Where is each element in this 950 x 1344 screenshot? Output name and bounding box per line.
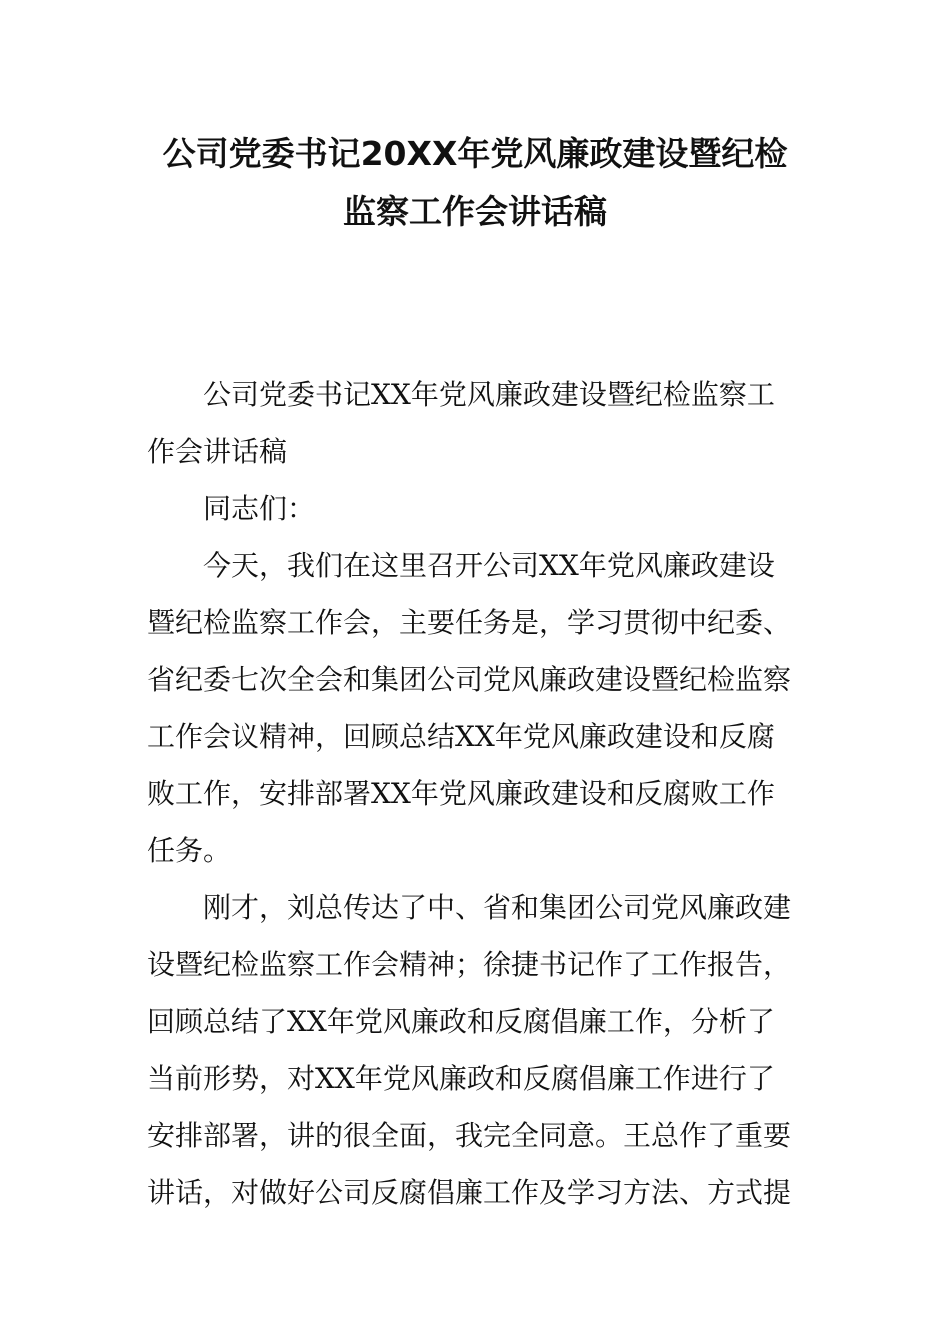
document-title-line-1: 公司党委书记20XX年党风廉政建设暨纪检	[162, 134, 788, 173]
body-line: 今天，我们在这里召开公司XX年党风廉政建设	[203, 549, 775, 582]
body-line: 作会讲话稿	[147, 435, 288, 468]
body-line: 暨纪检监察工作会，主要任务是，学习贯彻中纪委、	[147, 606, 792, 639]
body-line: 公司党委书记XX年党风廉政建设暨纪检监察工	[203, 378, 775, 411]
body-line: 讲话，对做好公司反腐倡廉工作及学习方法、方式提	[147, 1176, 792, 1209]
body-line: 工作会议精神，回顾总结XX年党风廉政建设和反腐	[147, 720, 775, 753]
salutation: 同志们：	[203, 492, 316, 525]
body-line: 刚才，刘总传达了中、省和集团公司党风廉政建	[203, 891, 792, 924]
body-line: 败工作，安排部署XX年党风廉政建设和反腐败工作	[147, 777, 775, 810]
body-line: 当前形势，对XX年党风廉政和反腐倡廉工作进行了	[147, 1062, 775, 1095]
body-line: 省纪委七次全会和集团公司党风廉政建设暨纪检监察	[147, 663, 792, 696]
body-line: 安排部署，讲的很全面，我完全同意。王总作了重要	[147, 1119, 792, 1152]
document-title-line-2: 监察工作会讲话稿	[343, 192, 607, 231]
body-line: 设暨纪检监察工作会精神；徐捷书记作了工作报告，	[147, 948, 792, 981]
body-line: 回顾总结了XX年党风廉政和反腐倡廉工作，分析了	[147, 1005, 775, 1038]
body-line: 任务。	[147, 834, 232, 867]
